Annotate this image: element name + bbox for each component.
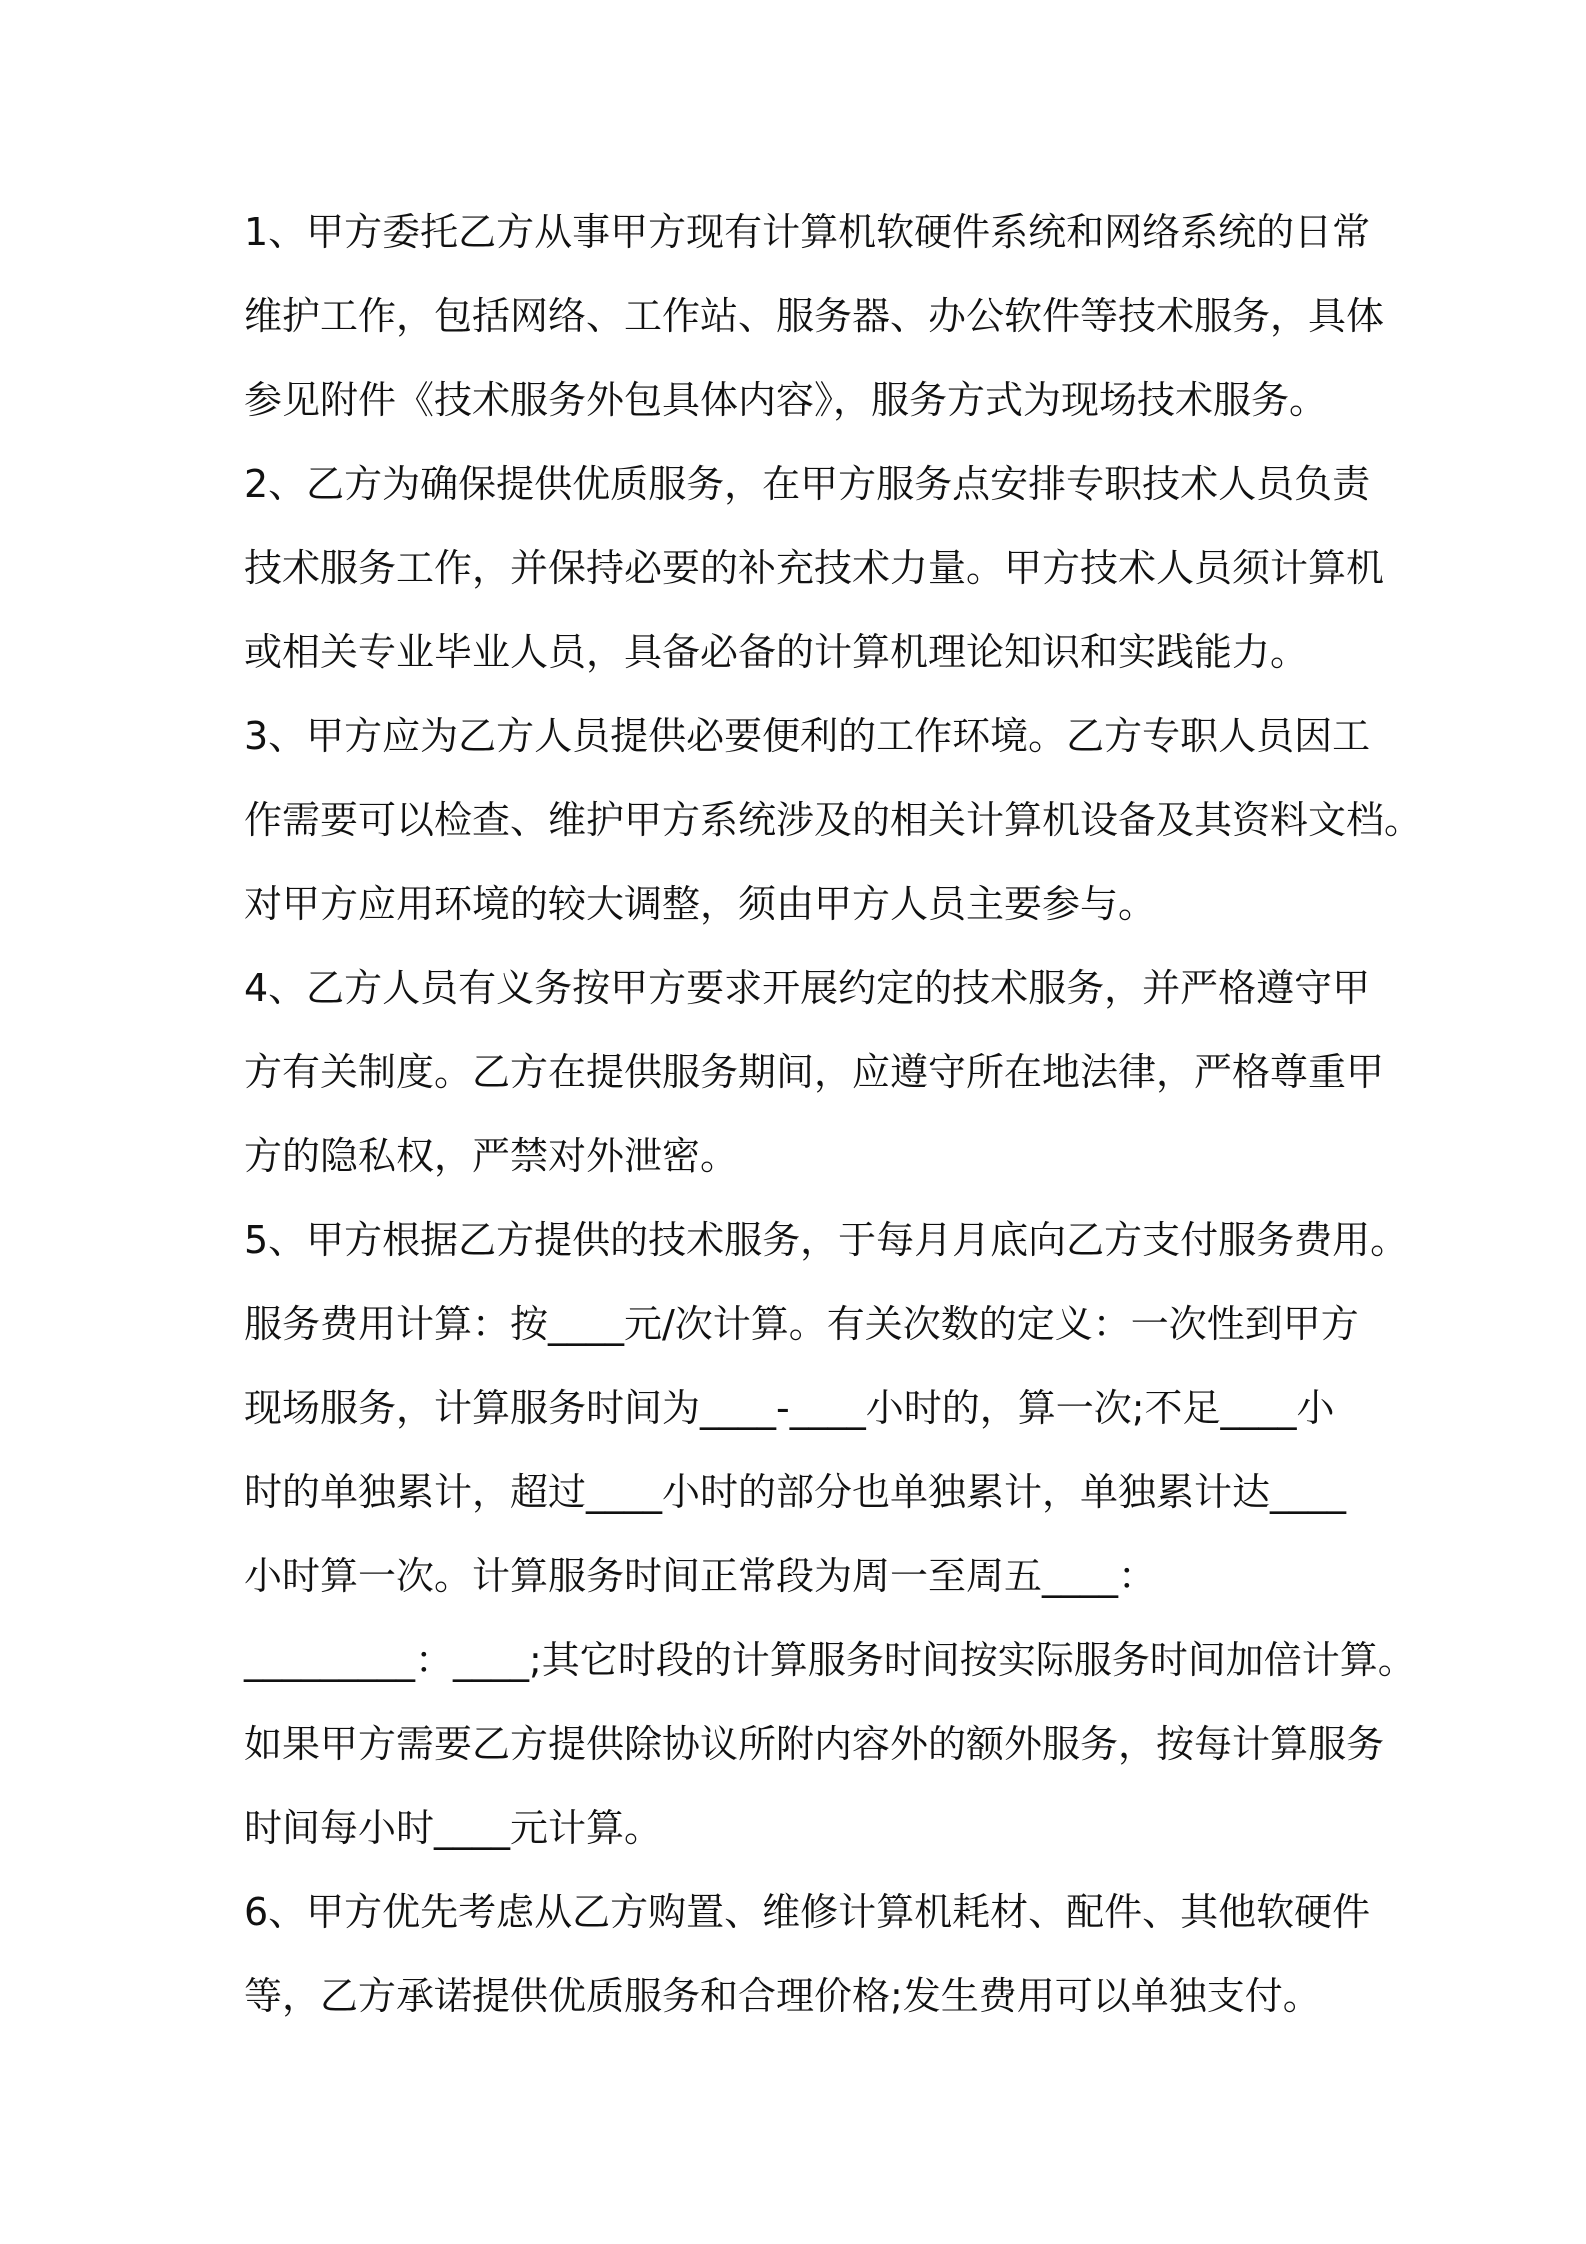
text-line: 现场服务，计算服务时间为____-____小时的，算一次;不足____小 [244,1386,1335,1430]
text-line: 技术服务工作，并保持必要的补充技术力量。甲方技术人员须计算机 [244,546,1385,590]
text-line: 1、甲方委托乙方从事甲方现有计算机软硬件系统和网络系统的日常 [244,210,1371,254]
text-line: _________：____;其它时段的计算服务时间按实际服务时间加倍计算。 [244,1638,1416,1682]
text-line: 5、甲方根据乙方提供的技术服务，于每月月底向乙方支付服务费用。 [244,1218,1409,1262]
text-line: 小时算一次。计算服务时间正常段为周一至周五____： [244,1554,1157,1598]
text-line: 方的隐私权，严禁对外泄密。 [244,1134,739,1178]
text-line: 2、乙方为确保提供优质服务，在甲方服务点安排专职技术人员负责 [244,462,1371,506]
text-line: 等，乙方承诺提供优质服务和合理价格;发生费用可以单独支付。 [244,1974,1321,2018]
text-line: 对甲方应用环境的较大调整，须由甲方人员主要参与。 [244,882,1157,926]
text-line: 时间每小时____元计算。 [244,1806,663,1850]
text-line: 方有关制度。乙方在提供服务期间，应遵守所在地法律，严格尊重甲 [244,1050,1385,1094]
text-line: 4、乙方人员有义务按甲方要求开展约定的技术服务，并严格遵守甲 [244,966,1371,1010]
text-line: 时的单独累计，超过____小时的部分也单独累计，单独累计达____ [244,1470,1347,1514]
text-line: 作需要可以检查、维护甲方系统涉及的相关计算机设备及其资料文档。 [244,798,1423,842]
text-line: 6、甲方优先考虑从乙方购置、维修计算机耗材、配件、其他软硬件 [244,1890,1371,1934]
text-line: 或相关专业毕业人员，具备必备的计算机理论知识和实践能力。 [244,630,1309,674]
text-line: 参见附件《技术服务外包具体内容》，服务方式为现场技术服务。 [244,378,1328,422]
text-line: 维护工作，包括网络、工作站、服务器、办公软件等技术服务，具体 [244,294,1385,338]
contract-text [244,190,1423,2038]
text-line: 如果甲方需要乙方提供除协议所附内容外的额外服务，按每计算服务 [244,1722,1385,1766]
text-line: 3、甲方应为乙方人员提供必要便利的工作环境。乙方专职人员因工 [244,714,1371,758]
text-line: 服务费用计算：按____元/次计算。有关次数的定义：一次性到甲方 [244,1302,1359,1346]
